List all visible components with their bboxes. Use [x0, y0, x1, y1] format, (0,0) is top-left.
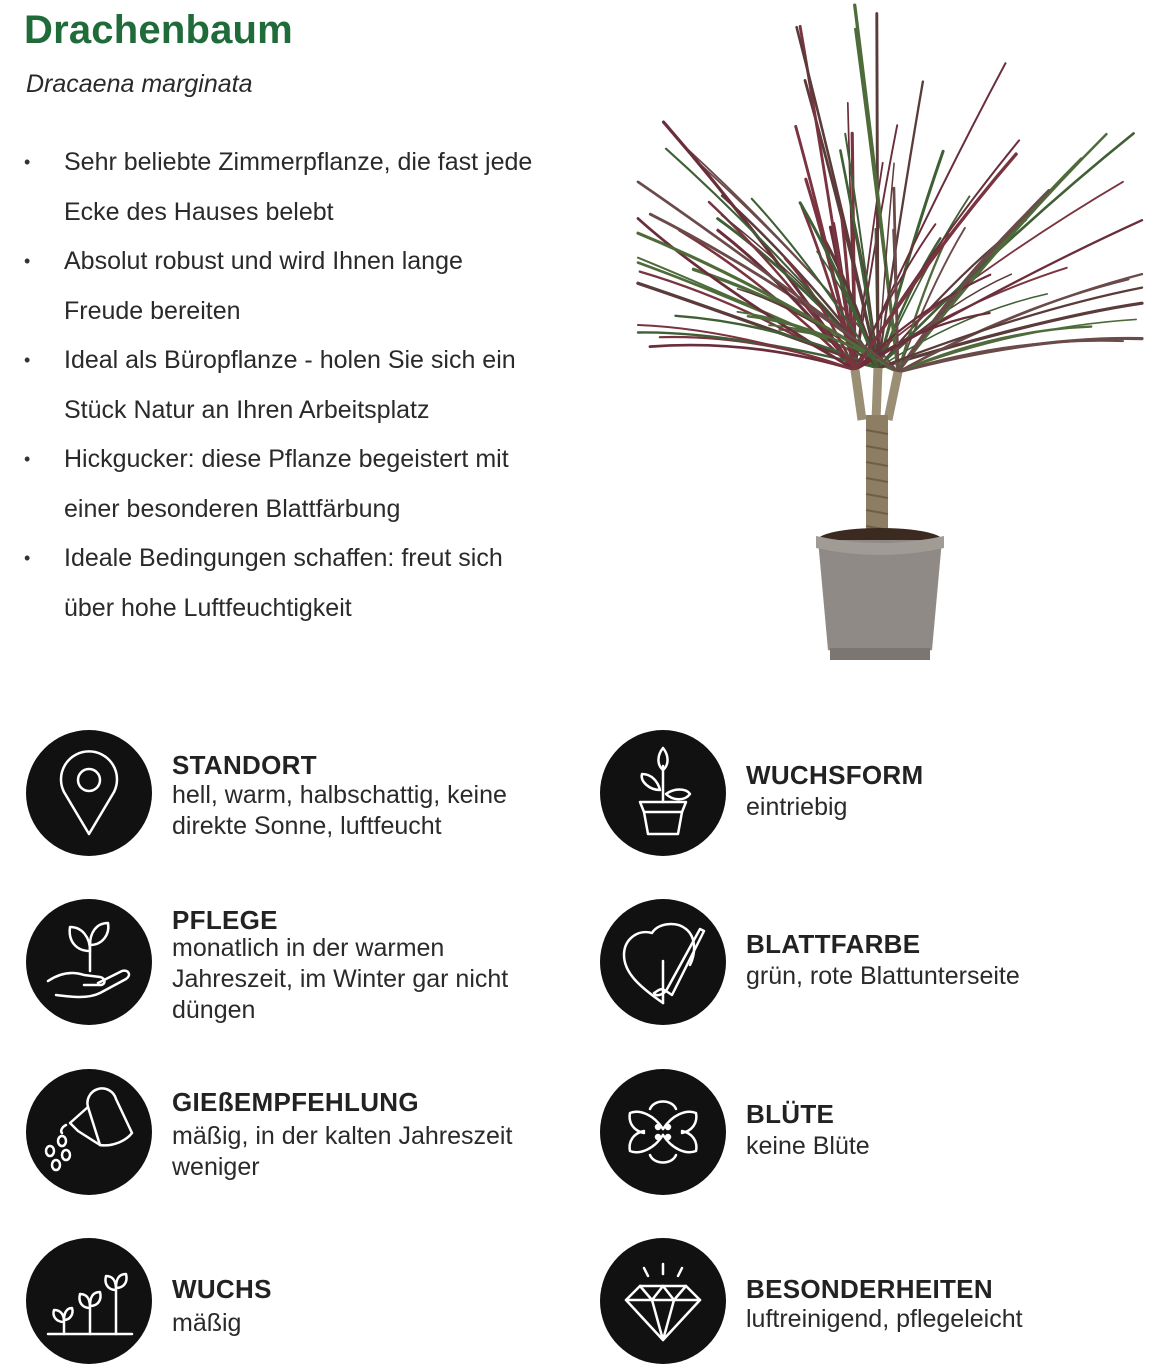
bullet-dot: • [24, 152, 31, 172]
feature-title: GIEßEMPFEHLUNG [172, 1087, 419, 1117]
feature-wuchsform [600, 730, 1140, 860]
list-item: • Hickgucker: diese Pflanze begeistert mit einer besonderen Blattfärbung [22, 435, 622, 534]
feature-title: STANDORT [172, 750, 317, 780]
page-title: Drachenbaum [24, 8, 293, 52]
feature-description: grün, rote Blattunterseite [746, 962, 1020, 990]
plant-leaf [898, 338, 1142, 372]
location-pin-icon [26, 730, 152, 856]
feature-description: eintriebig [746, 793, 848, 821]
feature-giessempfehlung [26, 1069, 566, 1199]
feature-description: mäßig [172, 1309, 242, 1337]
feature-bullet-list [22, 138, 622, 633]
potted-plant-icon [600, 730, 726, 856]
feature-description: mäßig, in der kalten Jahreszeit weniger [172, 1122, 513, 1181]
feature-besonderheiten [600, 1238, 1140, 1368]
list-item: • Ideal als Büropflanze - holen Sie sich ein Stück Natur an Ihren Arbeitsplatz [22, 336, 622, 435]
hand-with-sprout-icon [26, 899, 152, 1025]
flower-icon [600, 1069, 726, 1195]
feature-description: luftreinigend, pflegeleicht [746, 1305, 1023, 1333]
plant-leaf [898, 338, 1142, 372]
feature-description: monatlich in der warmen Jahreszeit, im Winter gar nicht düngen [172, 934, 509, 1024]
list-item: • Absolut robust und wird Ihnen lange Freude bereiten [22, 237, 622, 336]
feature-wuchs [26, 1238, 566, 1368]
feature-title: PFLEGE [172, 905, 278, 935]
bullet-dot: • [24, 449, 31, 469]
feature-description: keine Blüte [746, 1132, 870, 1160]
watering-can-icon [26, 1069, 152, 1195]
plant-photo [630, 0, 1150, 680]
feature-title: BESONDERHEITEN [746, 1274, 993, 1304]
feature-title: BLATTFARBE [746, 929, 921, 959]
leaf-brush-icon [600, 899, 726, 1025]
feature-title: WUCHSFORM [746, 760, 924, 790]
bullet-dot: • [24, 350, 31, 370]
bullet-dot: • [24, 251, 31, 271]
feature-pflege [26, 899, 566, 1029]
feature-blattfarbe [600, 899, 1140, 1029]
list-item: • Sehr beliebte Zimmerpflanze, die fast jede Ecke des Hauses belebt [22, 138, 622, 237]
plant-leaf [898, 341, 1123, 372]
list-item: • Ideale Bedingungen schaffen: freut sich über hohe Luftfeuchtigkeit [22, 534, 622, 633]
bullet-dot: • [24, 548, 31, 568]
growth-sprouts-icon [26, 1238, 152, 1364]
botanical-name: Dracaena marginata [26, 70, 253, 98]
feature-standort [26, 730, 566, 860]
feature-description: hell, warm, halbschattig, keine direkte Sonne, luftfeucht [172, 781, 507, 840]
feature-bluete [600, 1069, 1140, 1199]
feature-title: BLÜTE [746, 1099, 835, 1129]
feature-title: WUCHS [172, 1274, 272, 1304]
diamond-icon [600, 1238, 726, 1364]
